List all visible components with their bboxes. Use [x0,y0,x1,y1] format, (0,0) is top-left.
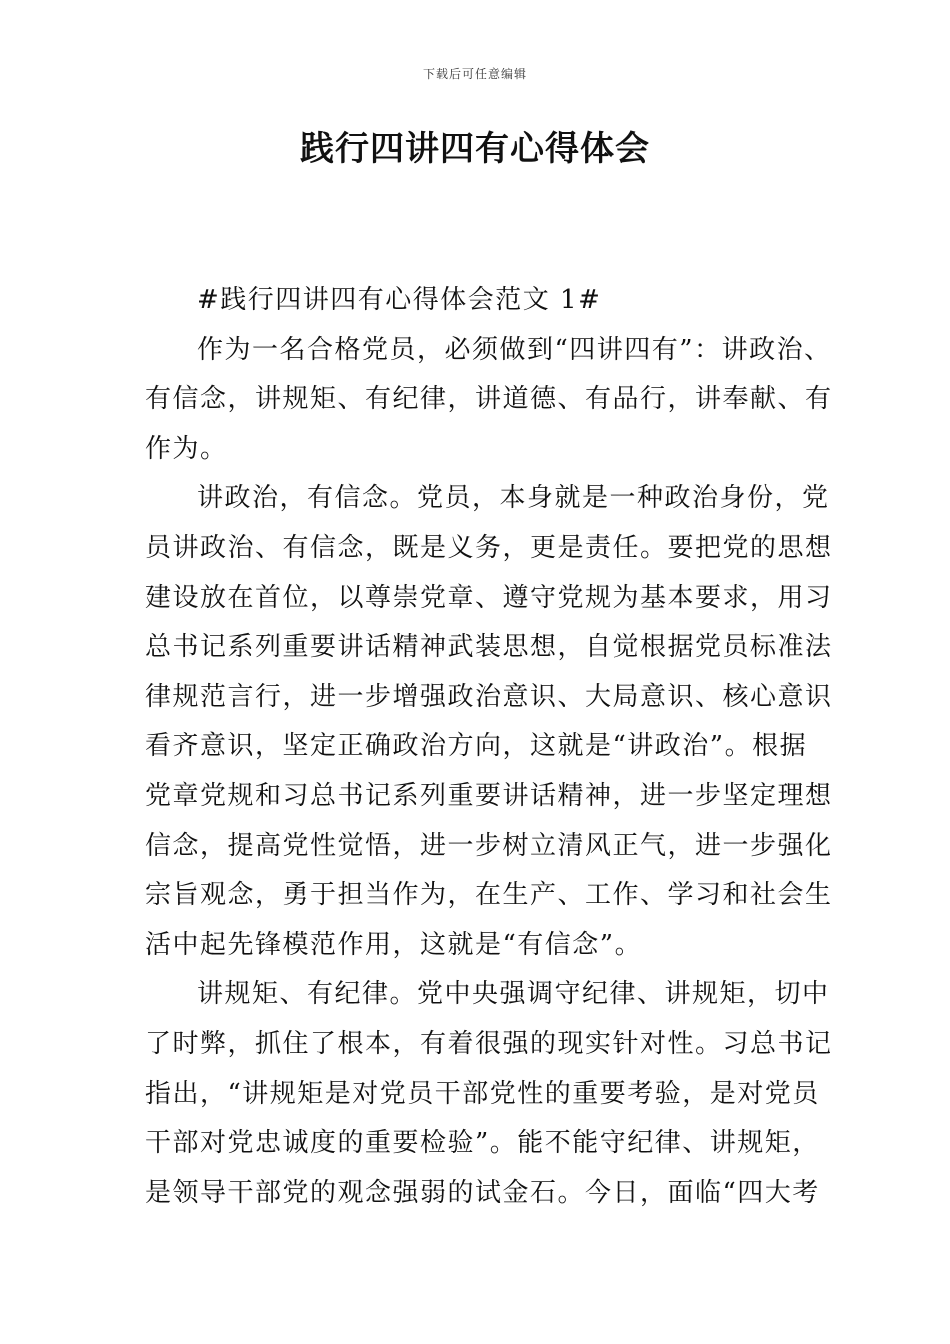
document-body [145,276,833,1218]
document-title: 践行四讲四有心得体会 [300,129,650,169]
text-line: 讲政治，有信念。党员，本身就是一种政治身份，党 [197,483,830,514]
text-line: 有信念，讲规矩、有纪律，讲道德、有品行，讲奉献、有 [145,384,833,415]
text-line: 作为一名合格党员，必须做到“四讲四有”：讲政治、 [197,334,832,365]
text-line: 建设放在首位，以尊崇党章、遵守党规为基本要求，用习 [145,582,833,613]
text-line: 总书记系列重要讲话精神武装思想，自觉根据党员标准法 [145,632,833,663]
text-line: 信念，提高党性觉悟，进一步树立清风正气，进一步强化 [145,830,833,861]
text-line: 活中起先锋模范作用，这就是“有信念”。 [145,929,643,960]
text-line: 看齐意识，坚定正确政治方向，这就是“讲政治”。根据 [145,731,808,762]
text-line: 讲规矩、有纪律。党中央强调守纪律、讲规矩，切中 [197,979,830,1010]
text-line: 干部对党忠诚度的重要检验”。能不能守纪律、讲规矩， [145,1128,820,1159]
text-line: 律规范言行，进一步增强政治意识、大局意识、核心意识 [145,681,833,712]
text-line: 员讲政治、有信念，既是义务，更是责任。要把党的思想 [145,532,833,563]
text-line: 了时弊，抓住了根本，有着很强的现实针对性。习总书记 [145,1028,833,1059]
header-note: 下载后可任意编辑 [422,67,527,81]
text-line: 党章党规和习总书记系列重要讲话精神，进一步坚定理想 [145,780,833,811]
text-line: 指出，“讲规矩是对党员干部党性的重要考验，是对党员 [145,1078,820,1109]
text-line: 是领导干部党的观念强弱的试金石。今日，面临“四大考 [145,1177,820,1208]
text-line: 宗旨观念，勇于担当作为，在生产、工作、学习和社会生 [145,880,833,911]
text-line: #践行四讲四有心得体会范文 1# [197,285,602,315]
text-line: 作为。 [145,433,228,464]
